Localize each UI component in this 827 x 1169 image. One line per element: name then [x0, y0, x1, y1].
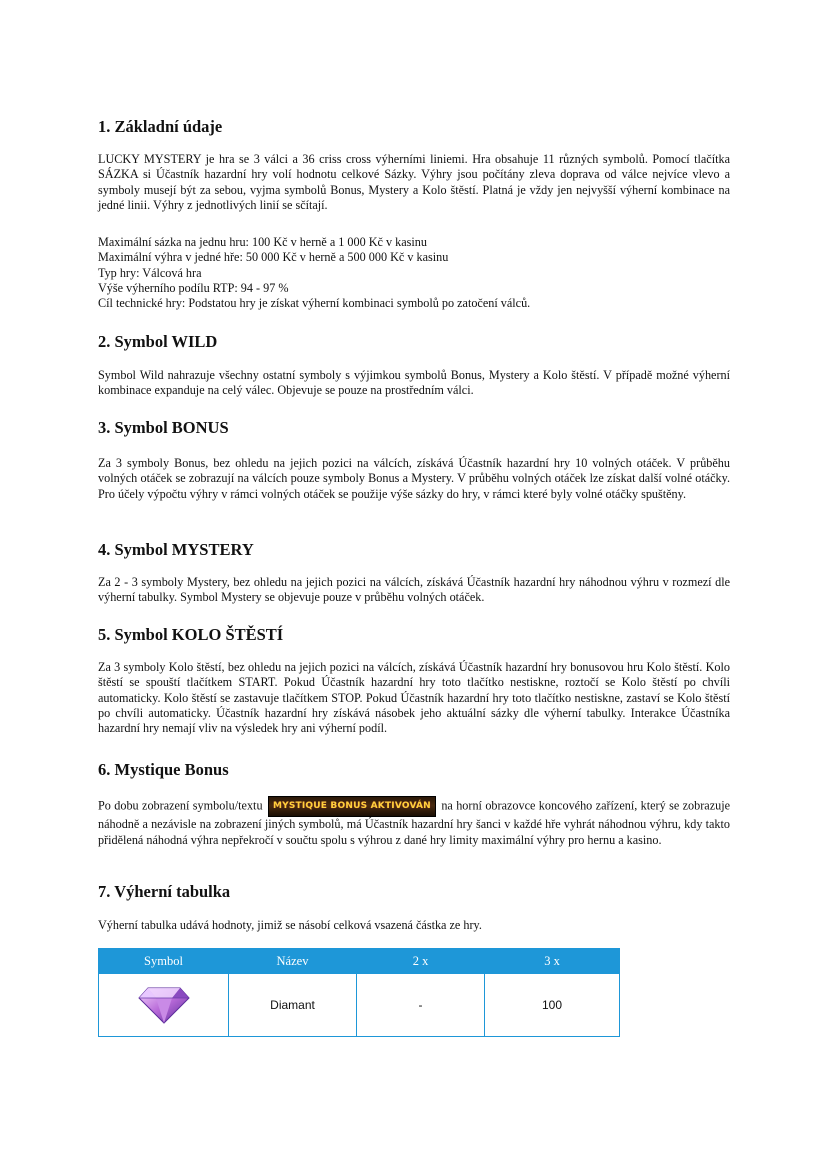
- basic-facts-list: [98, 235, 530, 311]
- paytable-header-symbol: Symbol: [99, 949, 229, 974]
- paytable-header-name: Název: [229, 949, 357, 974]
- fact-rtp: Výše výherního podílu RTP: 94 - 97 %: [98, 280, 289, 295]
- section-paragraph-wild: Symbol Wild nahrazuje všechny ostatní symboly s výjimkou symbolů Bonus, Mystery a Kolo štěstí. V případě možné výherní kombinace expanduje na celý válec. Objevuje se pouze na prostředním válci.: [98, 368, 730, 398]
- section-title-mystery: 4. Symbol MYSTERY: [98, 540, 254, 559]
- section-paragraph-basic-info: LUCKY MYSTERY je hra se 3 válci a 36 criss cross výherními liniemi. Hra obsahuje 11 různých symbolů. Pomocí tlačítka SÁZKA si Účastník hazardní hry volí hodnotu celkové Sázky. Výhry jsou počítány zleva doprava od válce nejvíce vlevo a symboly musejí být za sebou, vyjma symbolů Bonus, Mystery a Kolo štěstí. Platná je vždy jen nejvyšší výherní kombinace na jedné linii. Výhry z jednotlivých linií se sčítají.: [98, 152, 730, 212]
- section-title-wild: 2. Symbol WILD: [98, 332, 218, 351]
- section-title-basic-info: 1. Základní údaje: [98, 117, 223, 136]
- section-paragraph-wheel-of-fortune: Za 3 symboly Kolo štěstí, bez ohledu na jejich pozici na válcích, získává Účastník hazardní hry bonusovou hru Kolo štěstí. Kolo štěstí se spouští tlačítkem START. Pokud Účastník hazardní hry toto tlačítko nestiskne, roztočí se Kolo štěstí po chvíli automaticky. Kolo štěstí se zastavuje tlačítkem STOP. Pokud Účastník hazardní hry toto tlačítko nestiskne, zastaví se Kolo štěstí po chvíli automaticky. Účastník hazardní hry získává násobek jeho aktuální sázky dle výherní tabulky. Interakce Účastníka hazardní hry nemají vliv na výsledek hry ani výherní podíl.: [98, 660, 730, 736]
- paytable-3x-cell: 100: [485, 974, 620, 1037]
- diamond-icon: [138, 984, 190, 1024]
- mystique-text-before: Po dobu zobrazení symbolu/textu: [98, 798, 263, 813]
- paytable-2x-cell: -: [357, 974, 485, 1037]
- section-paragraph-paytable: Výherní tabulka udává hodnoty, jimiž se násobí celková vsazená částka ze hry.: [98, 918, 482, 932]
- table-row: [99, 974, 620, 1037]
- section-paragraph-bonus: Za 3 symboly Bonus, bez ohledu na jejich pozici na válcích, získává Účastník hazardní hry 10 volných otáček. V průběhu volných otáček se zobrazují na válcích pouze symboly Bonus a Mystery. V průběhu volných otáček lze získat další volné otáčky. Pro účely výpočtu výhry v rámci volných otáček se použije výše sázky do hry, v rámci které byly volné otáčky spuštěny.: [98, 456, 730, 501]
- fact-max-bet: Maximální sázka na jednu hru: 100 Kč v herně a 1 000 Kč v kasinu: [98, 235, 427, 249]
- fact-max-win: Maximální výhra v jedné hře: 50 000 Kč v herně a 500 000 Kč v kasinu: [98, 250, 449, 265]
- mystique-bonus-badge: MYSTIQUE BONUS AKTIVOVÁN: [268, 796, 436, 817]
- paytable-header-row: [99, 949, 620, 974]
- section-paragraph-mystery: Za 2 - 3 symboly Mystery, bez ohledu na jejich pozici na válcích, získává Účastník hazardní hry náhodnou výhru v rozmezí dle výherní tabulky. Symbol Mystery se objevuje pouze v průběhu volných otáček.: [98, 575, 730, 605]
- section-title-wheel-of-fortune: 5. Symbol KOLO ŠTĚSTÍ: [98, 625, 284, 644]
- paytable-symbol-cell: [99, 974, 229, 1037]
- fact-goal: Cíl technické hry: Podstatou hry je získat výherní kombinaci symbolů po zatočení válců.: [98, 296, 531, 311]
- paytable-name-cell: Diamant: [229, 974, 357, 1037]
- paytable: [98, 948, 620, 1037]
- section-title-bonus: 3. Symbol BONUS: [98, 418, 229, 437]
- mystique-text-after: na horní obrazovce koncového zařízení, který se zobrazuje náhodně a nezávisle na zobrazení jiných symbolů, má Účastník hazardní hry šanci v každé hře vyhrát náhodnou výhru, kdy takto přidělená náhodná výhra nepřekročí v součtu spolu s výhrou z dané hry limity maximální výhry pro hernu a kasino.: [98, 798, 731, 847]
- paytable-header-2x: 2 x: [357, 949, 485, 974]
- section-title-mystique-bonus: 6. Mystique Bonus: [98, 760, 229, 779]
- section-title-paytable: 7. Výherní tabulka: [98, 882, 231, 901]
- paytable-header-3x: 3 x: [485, 949, 620, 974]
- fact-game-type: Typ hry: Válcová hra: [98, 265, 202, 280]
- section-paragraph-mystique-bonus: [98, 796, 730, 848]
